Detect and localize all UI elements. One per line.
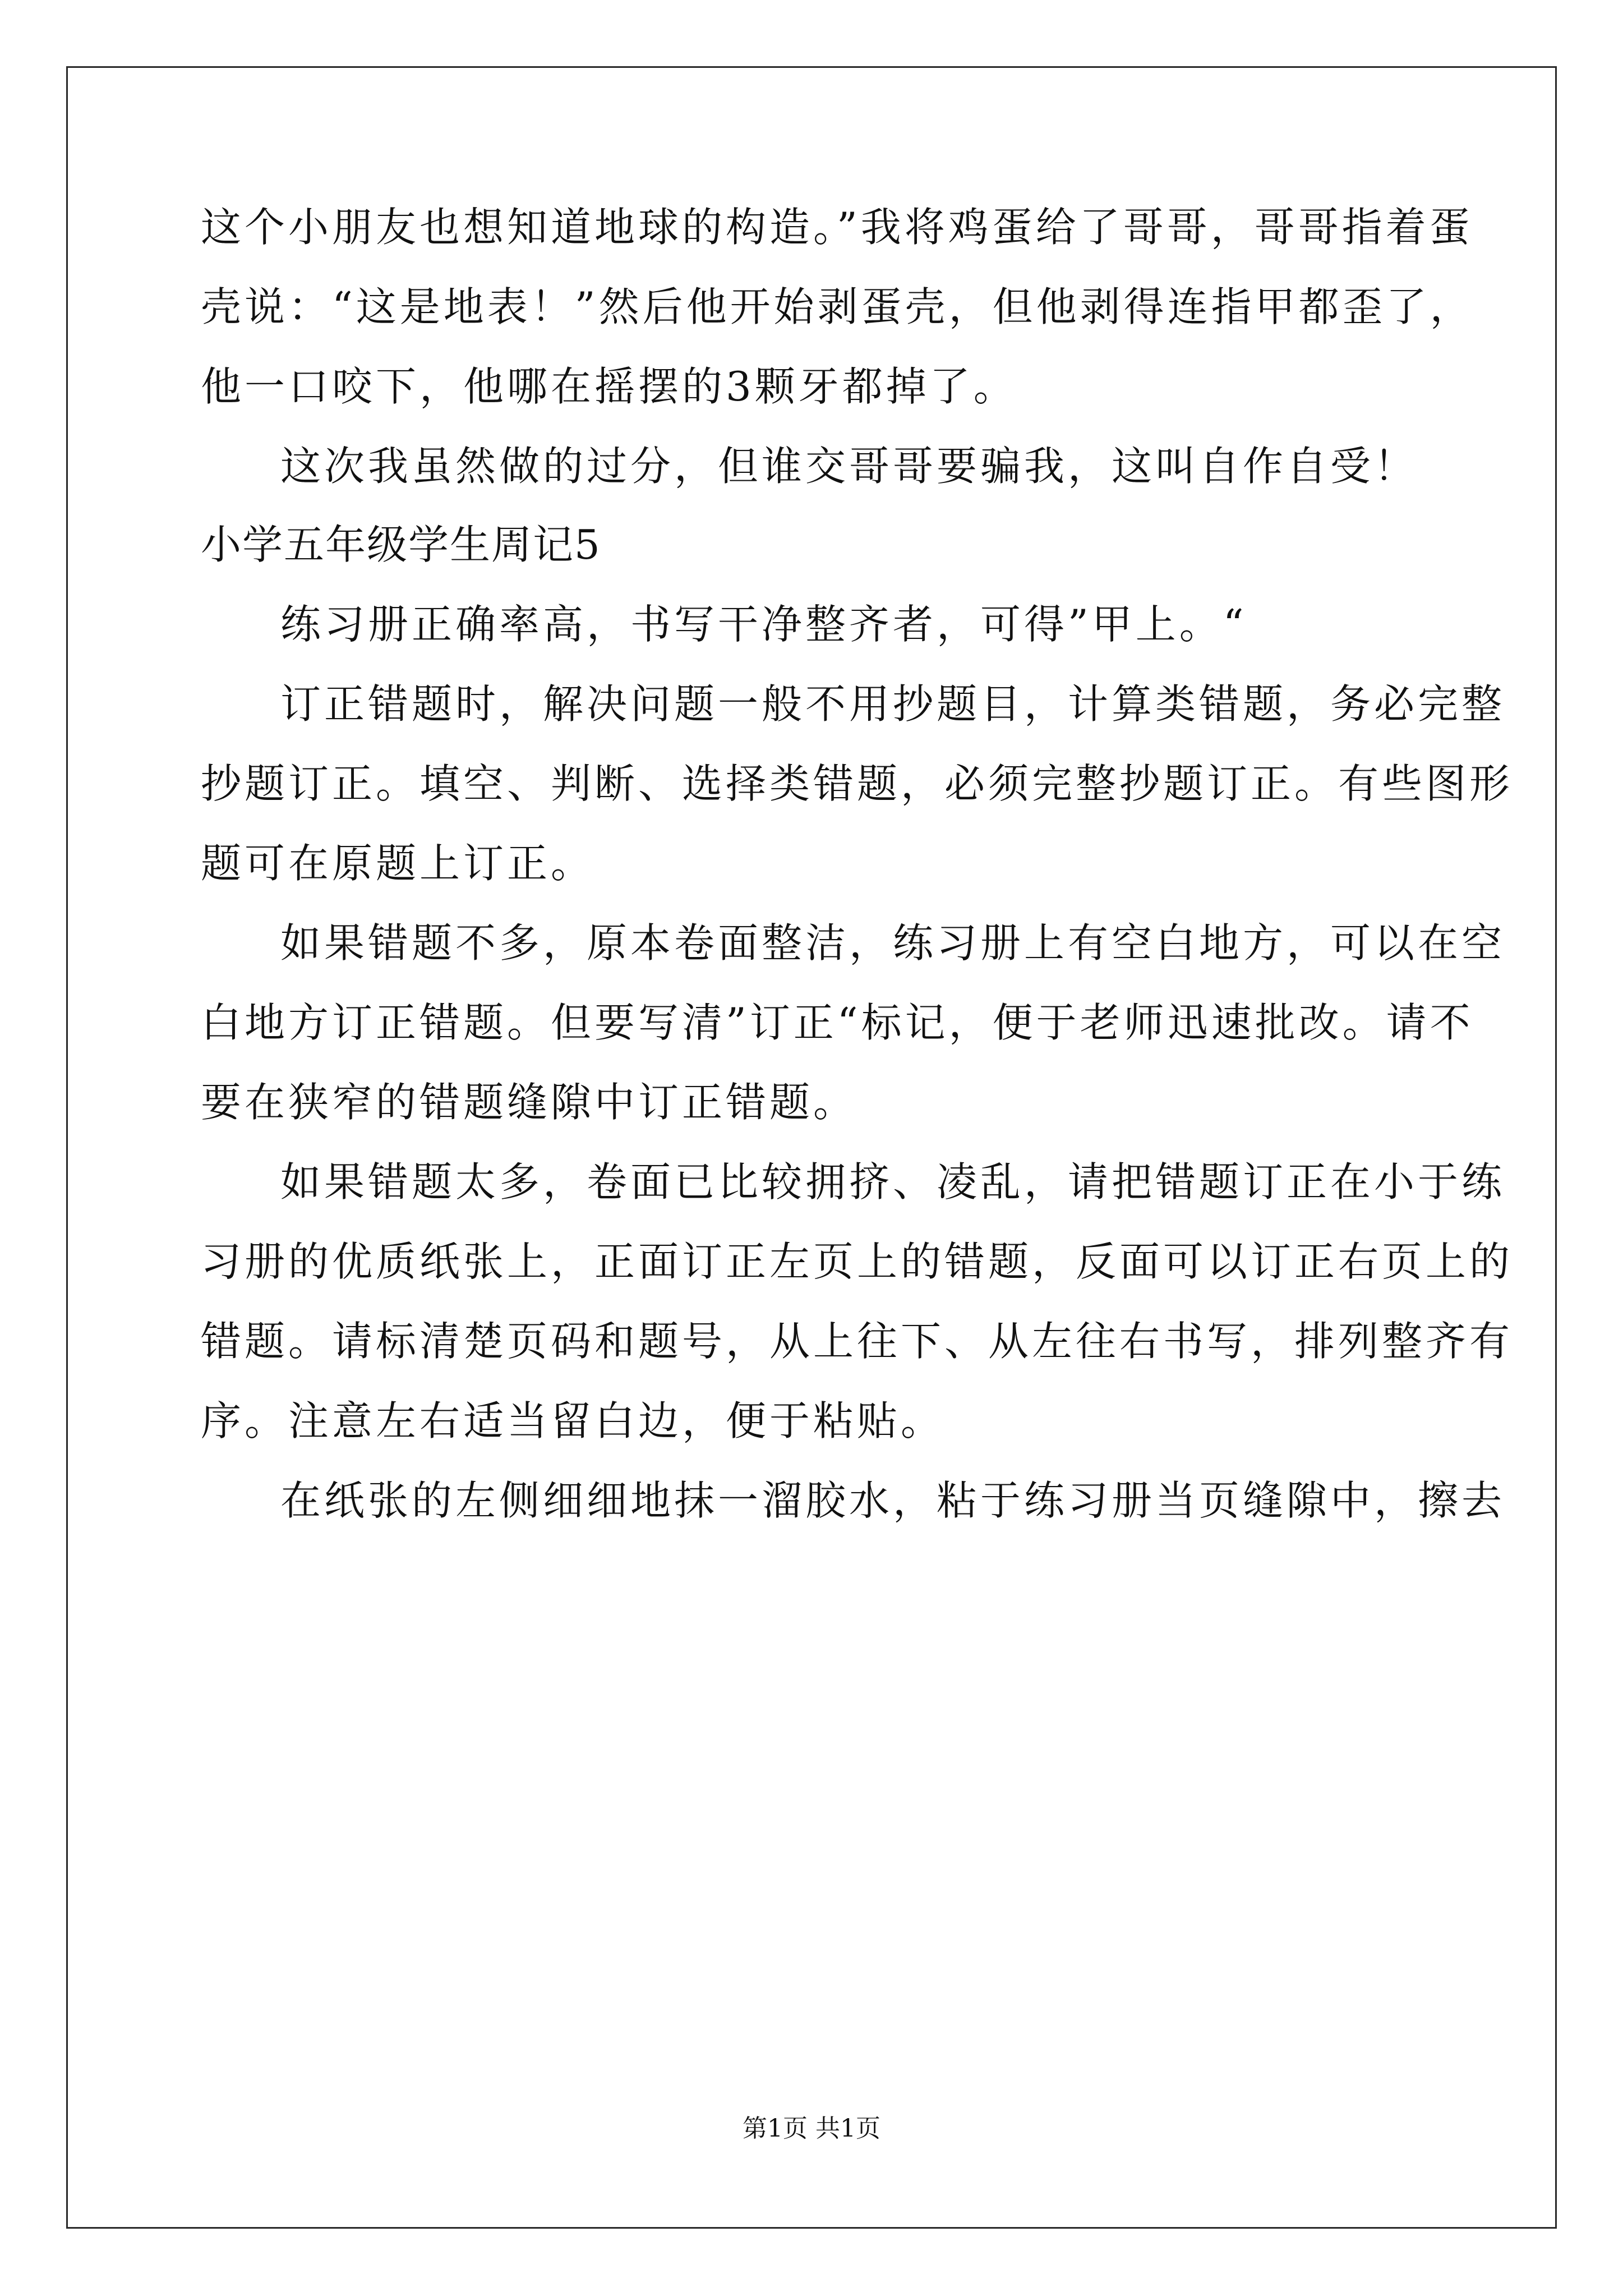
paragraph-line: 如果错题太多，卷面已比较拥挤、凌乱，请把错题订正在小于练 xyxy=(280,1158,1506,1205)
text-line: 这个小朋友也想知道地球的构造。”我将鸡蛋给了哥哥，哥哥指着蛋 xyxy=(201,204,1473,251)
paragraph-line: 如果错题不多，原本卷面整洁，练习册上有空白地方，可以在空 xyxy=(280,919,1506,967)
section-heading: 小学五年级学生周记5 xyxy=(201,521,601,568)
paragraph-line: 订正错题时，解决问题一般不用抄题目，计算类错题，务必完整 xyxy=(280,680,1506,728)
text-line: 要在狭窄的错题缝隙中订正错题。 xyxy=(201,1079,857,1126)
text-line: 抄题订正。填空、判断、选择类错题，必须完整抄题订正。有些图形 xyxy=(201,760,1514,807)
text-line: 序。注意左右适当留白边，便于粘贴。 xyxy=(201,1397,945,1444)
text-line: 题可在原题上订正。 xyxy=(201,840,595,887)
paragraph-line: 这次我虽然做的过分，但谁交哥哥要骗我，这叫自作自受！ xyxy=(280,443,1418,490)
paragraph-line: 在纸张的左侧细细地抹一溜胶水，粘于练习册当页缝隙中，擦去 xyxy=(280,1477,1506,1524)
page-footer: 第1页 共1页 xyxy=(743,2114,880,2143)
text-line: 他一口咬下，他哪在摇摆的3颗牙都掉了。 xyxy=(201,363,1017,410)
text-line: 错题。请标清楚页码和题号，从上往下、从左往右书写，排列整齐有 xyxy=(201,1318,1514,1365)
text-line: 习册的优质纸张上，正面订正左页上的错题，反面可以订正右页上的 xyxy=(201,1238,1514,1285)
paragraph-line: 练习册正确率高，书写干净整齐者，可得”甲上。“ xyxy=(280,601,1247,648)
text-line: 白地方订正错题。但要写清”订正“标记，便于老师迅速批改。请不 xyxy=(201,999,1474,1046)
text-line: 壳说：“这是地表！”然后他开始剥蛋壳，但他剥得连指甲都歪了， xyxy=(201,283,1474,330)
